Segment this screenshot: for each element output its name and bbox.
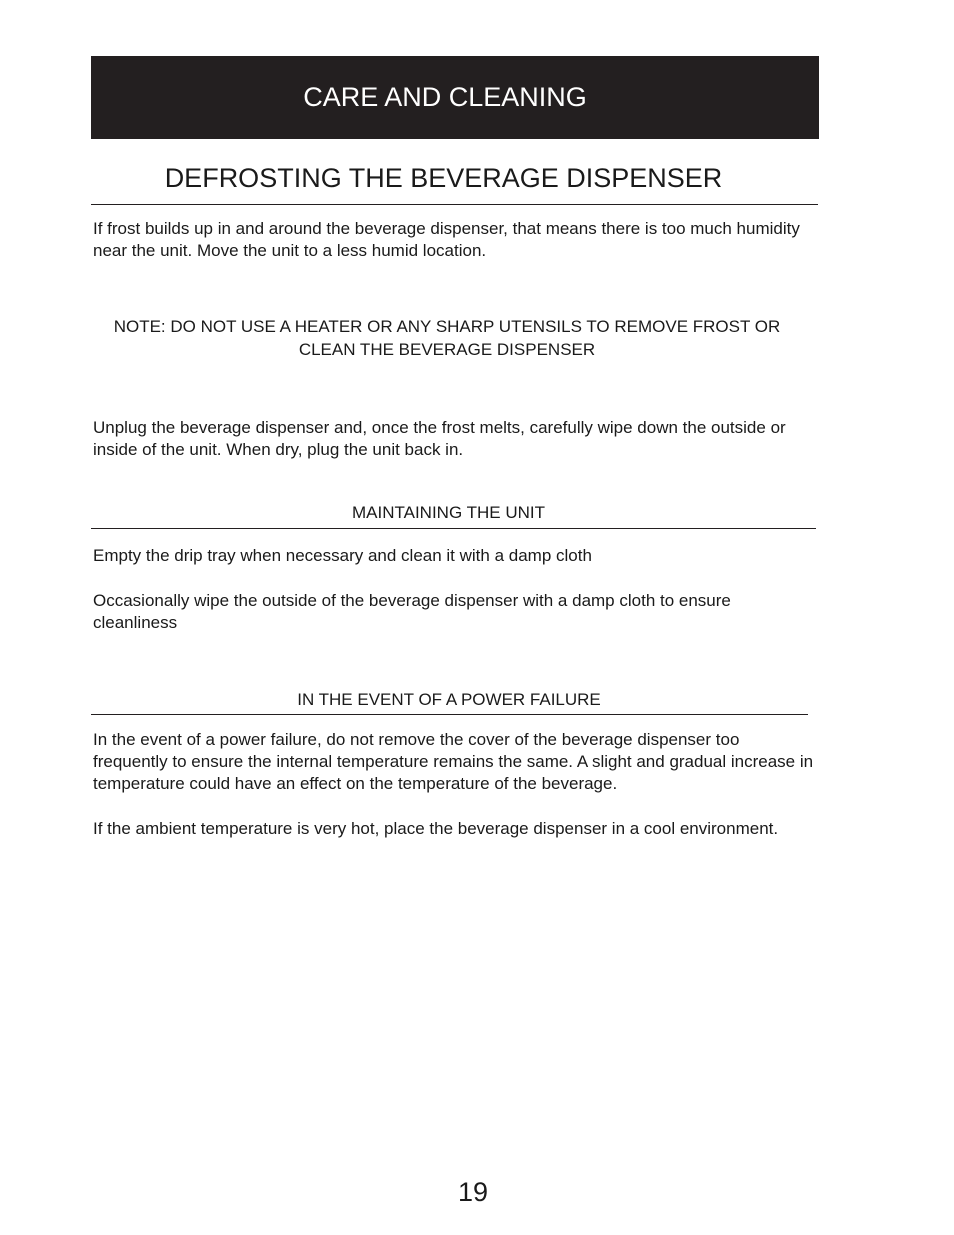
maintaining-heading: MAINTAINING THE UNIT bbox=[352, 503, 545, 522]
power-failure-paragraph-cover: In the event of a power failure, do not remove the cover of the beverage dispenser too frequently to ensure the internal temperature remains the same. A slight and gradual increase in temperature could have an effect on the temperature of the beverage. bbox=[93, 730, 814, 793]
defrost-instructions-paragraph: Unplug the beverage dispenser and, once the frost melts, carefully wipe down the outside or inside of the unit. When dry, plug the unit back in. bbox=[93, 418, 786, 459]
page-number: 19 bbox=[457, 1177, 489, 1207]
defrost-intro-paragraph: If frost builds up in and around the beverage dispenser, that means there is too much humidity near the unit. Move the unit to a less humid location. bbox=[93, 219, 800, 260]
section-header-title: CARE AND CLEANING bbox=[303, 82, 587, 112]
maintaining-paragraph-drip-tray: Empty the drip tray when necessary and clean it with a damp cloth bbox=[93, 546, 592, 565]
section-header-bar bbox=[91, 56, 819, 139]
maintaining-paragraph-wipe: Occasionally wipe the outside of the beverage dispenser with a damp cloth to ensure cleanliness bbox=[93, 591, 731, 632]
page-title: DEFROSTING THE BEVERAGE DISPENSER bbox=[164, 163, 723, 193]
maintaining-heading-underline bbox=[91, 528, 816, 529]
defrost-warning-note: NOTE: DO NOT USE A HEATER OR ANY SHARP UTENSILS TO REMOVE FROST OR CLEAN THE BEVERAGE DISPENSER bbox=[113, 317, 781, 359]
title-underline bbox=[91, 204, 818, 205]
power-failure-heading-underline bbox=[91, 714, 808, 715]
power-failure-paragraph-ambient: If the ambient temperature is very hot, place the beverage dispenser in a cool environment. bbox=[93, 819, 779, 838]
power-failure-heading: IN THE EVENT OF A POWER FAILURE bbox=[297, 690, 601, 709]
